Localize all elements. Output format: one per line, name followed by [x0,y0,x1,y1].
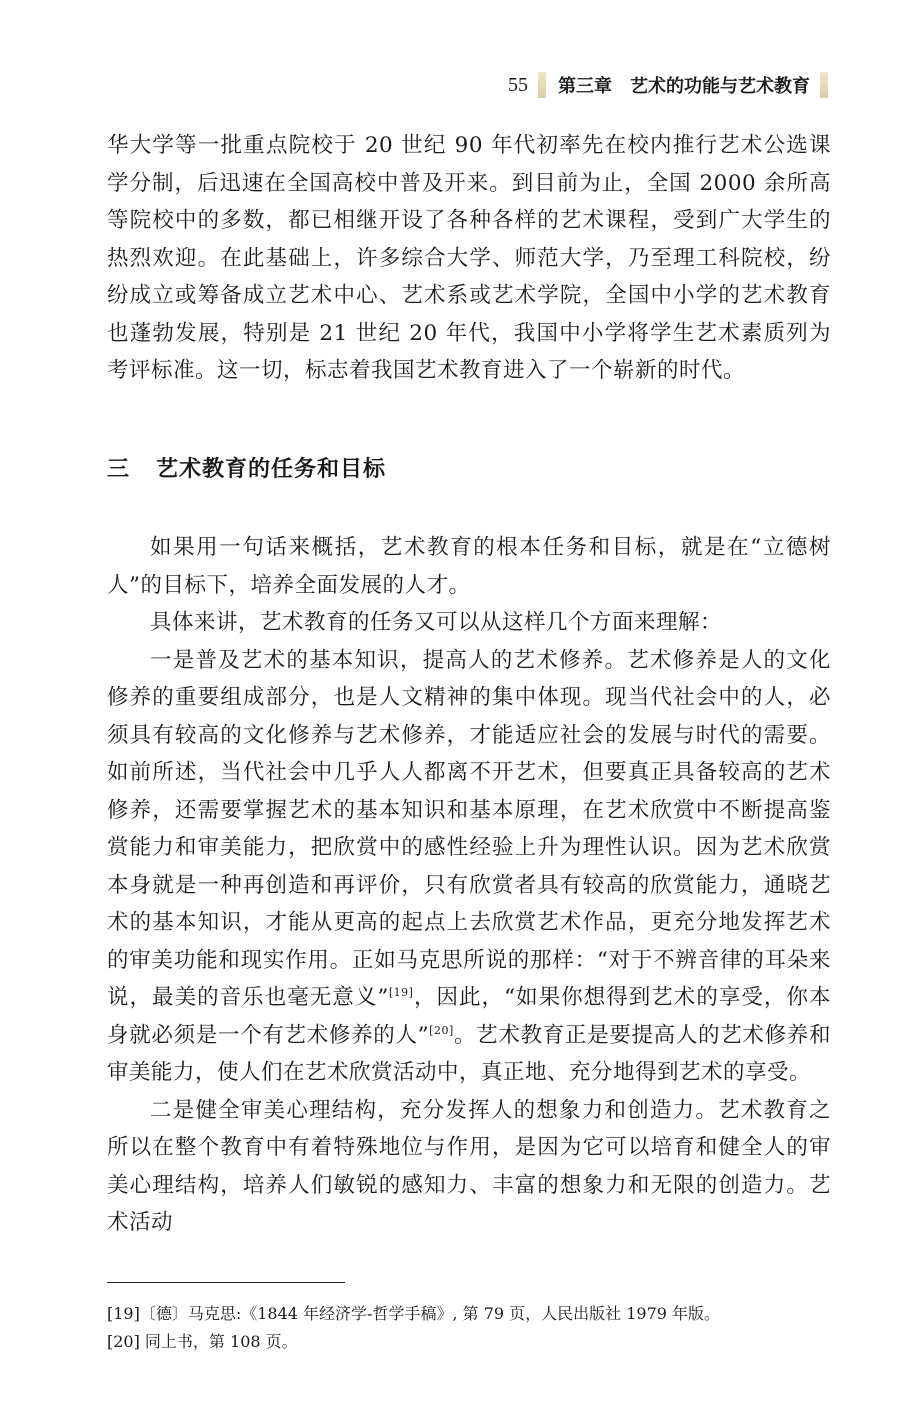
footnote-19: [19]〔德〕马克思:《1844 年经济学-哲学手稿》, 第 79 页，人民出版社 1979 年版。 [107,1304,721,1323]
footnote-ref-19[interactable]: [19] [388,985,414,999]
continuation-paragraph [107,127,831,390]
header-decoration-bar-end [820,72,828,98]
section-body [107,529,831,1242]
paragraph-3-part-c: 。艺术教育正是要提高人的艺术修养和审美能力，使人们在艺术欣赏活动中，真正地、充分地得到艺术的享受。 [107,1022,831,1085]
continuation-text: 华大学等一批重点院校于 20 世纪 90 年代初率先在校内推行艺术公选课学分制，后迅速在全国高校中普及开来。到目前为止，全国 2000 余所高等院校中的多数，都已相继开设了各种各样的艺术课程，受到广大学生的热烈欢迎。在此基础上，许多综合大学、师范大学，乃至理工科院校，纷纷成立或筹备成立艺术中心、艺术系或艺术学院，全国中小学的艺术教育也蓬勃发展，特别是 21 世纪 20 年代，我国中小学将学生艺术素质列为考评标准。这一切，标志着我国艺术教育进入了一个崭新的时代。 [107,133,831,383]
section-title-text: 艺术教育的任务和目标 [156,457,387,482]
chapter-title: 第三章 艺术的功能与艺术教育 [558,76,810,97]
header-decoration-bar [538,72,546,98]
running-header [508,72,828,98]
section-number: 三 [107,457,131,482]
paragraph-4: 二是健全审美心理结构，充分发挥人的想象力和创造力。艺术教育之所以在整个教育中有着特殊地位与作用，是因为它可以培育和健全人的审美心理结构，培养人们敏锐的感知力、丰富的想象力和无限的创造力。艺术活动 [107,1097,831,1235]
paragraph-3 [107,642,831,1092]
section-heading [107,452,386,483]
footnotes [107,1300,831,1356]
paragraph-1: 如果用一句话来概括，艺术教育的根本任务和目标，就是在“立德树人”的目标下，培养全面发展的人才。 [107,535,831,598]
paragraph-3-part-b: ，因此，“如果你想得到艺术的享受，你本身就必须是一个有艺术修养的人” [107,985,831,1048]
paragraph-2: 具体来讲，艺术教育的任务又可以从这样几个方面来理解： [150,610,723,635]
page-number: 55 [508,73,528,96]
paragraph-3-part-a: 一是普及艺术的基本知识，提高人的艺术修养。艺术修养是人的文化修养的重要组成部分，也是人文精神的集中体现。现当代社会中的人，必须具有较高的文化修养与艺术修养，才能适应社会的发展与时代的需要。如前所述，当代社会中几乎人人都离不开艺术，但要真正具备较高的艺术修养，还需要掌握艺术的基本知识和基本原理，在艺术欣赏中不断提高鉴赏能力和审美能力，把欣赏中的感性经验上升为理性认识。因为艺术欣赏本身就是一种再创造和再评价，只有欣赏者具有较高的欣赏能力，通晓艺术的基本知识，才能从更高的起点上去欣赏艺术作品，更充分地发挥艺术的审美功能和现实作用。正如马克思所说的那样：“对于不辨音律的耳朵来说，最美的音乐也毫无意义” [107,647,831,1010]
footnote-ref-20[interactable]: [20] [429,1023,454,1037]
footnote-divider [107,1282,345,1283]
footnote-20: [20] 同上书，第 108 页。 [107,1332,298,1351]
